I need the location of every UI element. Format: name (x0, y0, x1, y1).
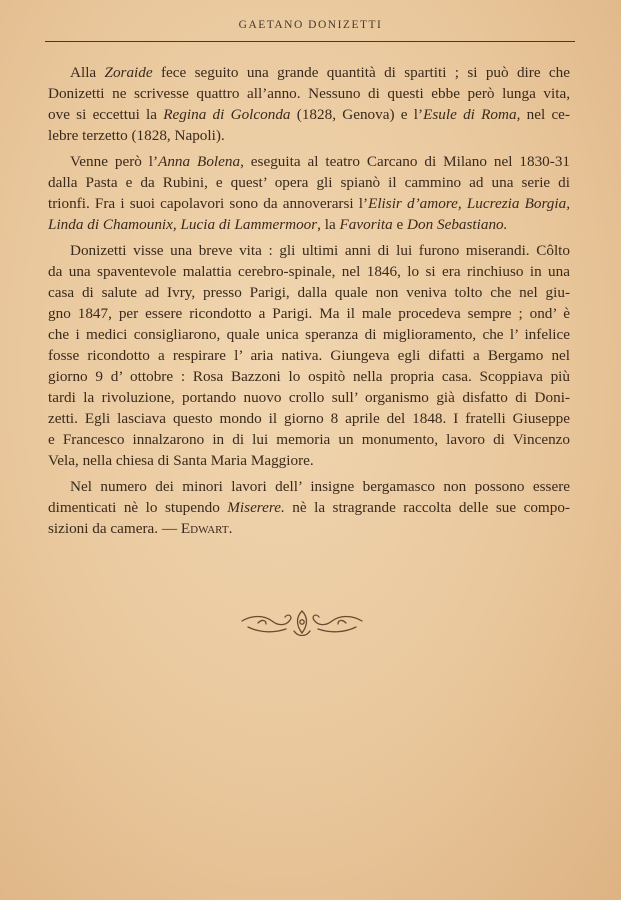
text-run: Donizetti visse una breve vita : gli ultimi anni di lui furono miserandi. Côlto (70, 242, 570, 259)
text-run: lebre terzetto (1828, Napoli). (48, 127, 225, 144)
text-run: sizioni da camera. — (48, 520, 181, 537)
text-run: gno 1847, per essere ricondotto a Parigi. Ma il male procedeva sempre ; ond’ è (48, 305, 570, 322)
body-text (48, 62, 570, 539)
text-run: che i medici consigliarono, quale unica speranza di miglioramento, che l’ infelice (48, 326, 570, 343)
ornament-icon (238, 607, 366, 641)
text-line (48, 151, 570, 172)
text-line (48, 518, 570, 539)
text-run: , la (317, 216, 340, 233)
text-run: , nel ce- (516, 106, 570, 123)
text-line (48, 261, 570, 282)
author-signature: Edwart. (180, 520, 233, 537)
text-run: dimenticati nè lo stupendo (48, 499, 228, 516)
text-run: giorno 9 d’ ottobre : Rosa Bazzoni lo ospitò nella propria casa. Scoppiava più (48, 368, 570, 385)
text-run: trionfi. Fra i suoi capolavori sono da annoverarsi l’ (48, 195, 369, 212)
italic-title: Don Sebastiano. (407, 216, 508, 233)
text-run: Alla (70, 64, 105, 81)
italic-title: Elisir d’amore, Lucrezia Borgia, (368, 195, 571, 212)
italic-title: Zoraide (104, 64, 153, 81)
text-line (48, 282, 570, 303)
italic-title: Anna Bolena (158, 153, 241, 170)
running-header: GAETANO DONIZETTI (238, 19, 383, 31)
text-line (48, 214, 570, 235)
text-line (48, 62, 570, 83)
text-run: zetti. Egli lasciava questo mondo il giorno 8 aprile del 1848. I fratelli Giuseppe (48, 410, 570, 427)
text-line (48, 345, 570, 366)
text-line (48, 324, 570, 345)
text-run: e (392, 216, 408, 233)
text-run: Nel numero dei minori lavori dell’ insigne bergamasco non possono essere (70, 478, 570, 495)
text-line (48, 172, 570, 193)
header-rule (45, 41, 575, 42)
text-run: casa di salute ad Ivry, presso Parigi, dalla quale non veniva tolto che nel giu- (48, 284, 570, 301)
text-line (48, 450, 570, 471)
text-run: ove si eccettui la (48, 106, 164, 123)
text-line (48, 497, 570, 518)
italic-title: Esule di Roma (423, 106, 517, 123)
text-run: e Francesco innalzarono in di lui memoria un monumento, lavoro di Vincenzo (48, 431, 570, 448)
text-run: tardi la rivoluzione, portando nuovo crollo sull’ organismo già disfatto di Doni- (48, 389, 570, 406)
text-line (48, 83, 570, 104)
italic-title: Favorita (339, 216, 393, 233)
text-line (48, 104, 570, 125)
text-line (48, 240, 570, 261)
text-run: dalla Pasta e da Rubini, e quest’ opera gli spianò il cammino ad una serie di (48, 174, 570, 191)
text-line (48, 125, 570, 146)
text-line (48, 193, 570, 214)
text-run: (1828, Genova) e l’ (290, 106, 424, 123)
text-line (48, 387, 570, 408)
italic-title: Regina di Golconda (163, 106, 291, 123)
text-run: fece seguito una grande quantità di spartiti ; si può dire che (152, 64, 571, 81)
text-line (48, 429, 570, 450)
italic-title: Linda di Chamounix, Lucia di Lammermoor (48, 216, 318, 233)
text-line (48, 303, 570, 324)
text-run: nè la stragrande raccolta delle sue compo- (284, 499, 570, 516)
text-run: Donizetti ne scrivesse quattro all’anno. Nessuno di questi ebbe però lunga vita, (48, 85, 570, 102)
text-run: Venne però l’ (70, 153, 159, 170)
text-run: Vela, nella chiesa di Santa Maria Maggiore. (48, 452, 314, 469)
italic-title: Miserere. (227, 499, 285, 516)
text-run: da una spaventevole malattia cerebro-spinale, nel 1846, lo si era rinchiuso in una (48, 263, 570, 280)
text-line (48, 476, 570, 497)
text-run: , eseguita al teatro Carcano di Milano nel 1830-31 (240, 153, 571, 170)
text-line (48, 366, 570, 387)
text-line (48, 408, 570, 429)
text-run: fosse ricondotto a respirare l’ aria nativa. Giungeva egli difatti a Bergamo nel (48, 347, 570, 364)
